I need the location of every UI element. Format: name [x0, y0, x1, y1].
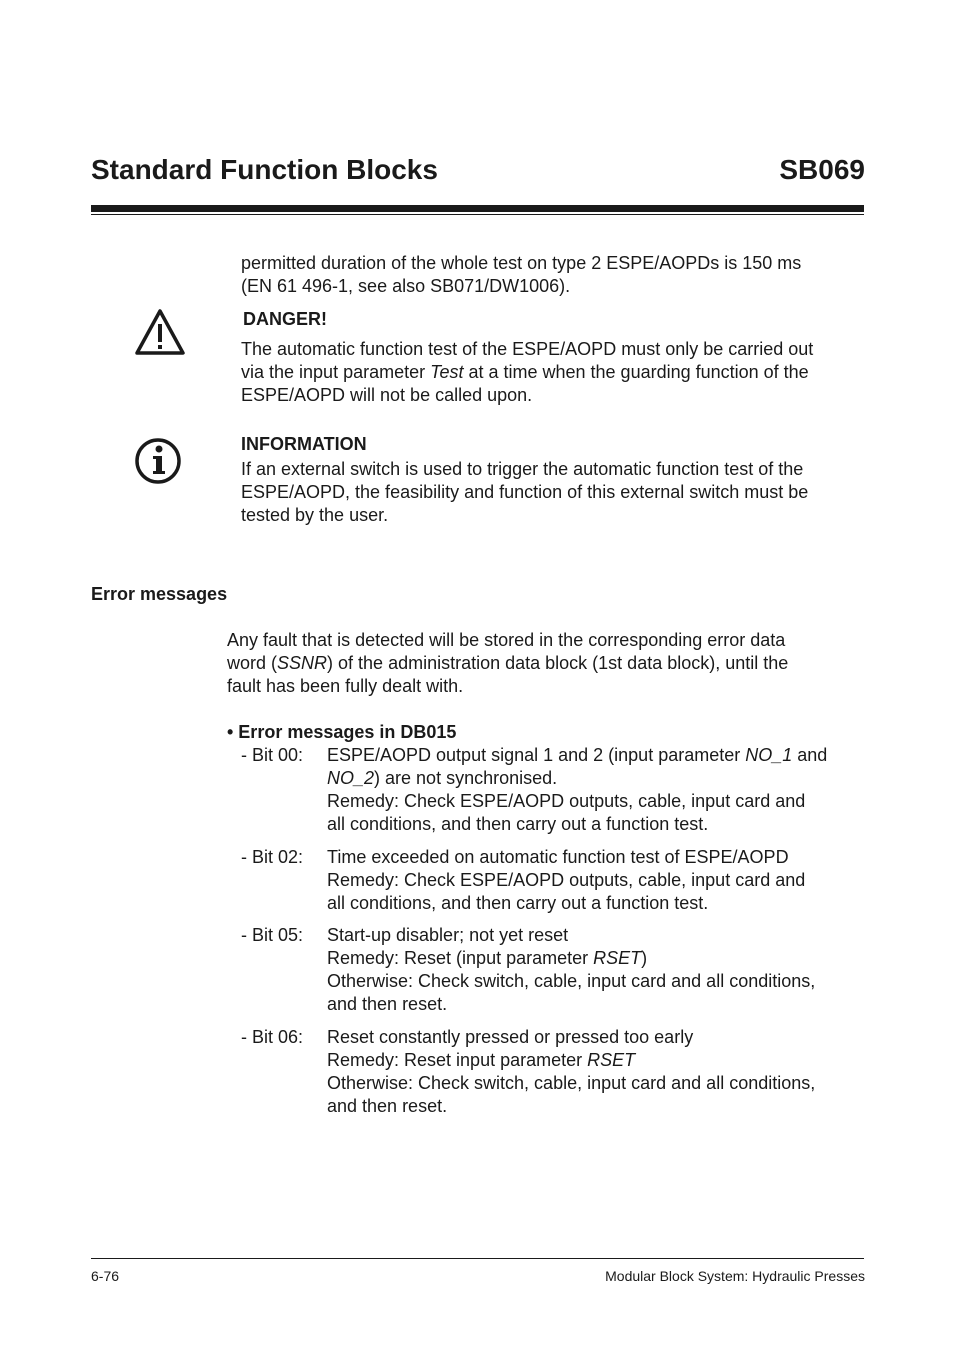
bit-label: - Bit 05: — [241, 925, 304, 945]
bit-text: ) — [641, 948, 648, 968]
information-label: INFORMATION — [241, 434, 367, 454]
header-rule-thick — [91, 205, 864, 212]
bit-label: - Bit 06: — [241, 1027, 304, 1047]
list-heading: • Error messages in DB015 — [227, 722, 457, 742]
intro-line: (EN 61 496-1, see also SB071/DW1006). — [241, 276, 571, 296]
footer-rule — [91, 1258, 864, 1259]
header-rule-thin — [91, 214, 864, 215]
bit-line: and then reset. — [327, 994, 448, 1014]
bit-line: Remedy: Check ESPE/AOPD outputs, cable, input card and — [327, 791, 806, 811]
error-text: ) of the administration data block (1st data block), until the — [327, 653, 789, 673]
bit-line — [327, 744, 872, 767]
param-rset: RSET — [593, 948, 642, 968]
info-icon — [133, 434, 187, 488]
bit-line: Reset constantly pressed or pressed too early — [327, 1027, 694, 1047]
param-no1: NO_1 — [745, 745, 793, 765]
bit-line: Start-up disabler; not yet reset — [327, 925, 569, 945]
information-line: If an external switch is used to trigger the automatic function test of the — [241, 459, 804, 479]
error-paragraph-line — [227, 652, 872, 675]
bit-description — [327, 924, 872, 1016]
danger-paragraph — [241, 338, 871, 407]
footer-title: Modular Block System: Hydraulic Presses — [605, 1268, 865, 1284]
block-code: SB069 — [779, 154, 865, 185]
bit-description — [327, 846, 872, 915]
bit-text: ESPE/AOPD output signal 1 and 2 (input parameter — [327, 745, 746, 765]
bit-description — [327, 744, 872, 836]
param-rset: RSET — [587, 1050, 636, 1070]
information-line: tested by the user. — [241, 505, 389, 525]
bit-line — [327, 947, 872, 970]
error-text: word ( — [227, 653, 278, 673]
bit-text: and — [792, 745, 828, 765]
danger-label: DANGER! — [243, 309, 327, 329]
param-ssnr: SSNR — [277, 653, 328, 673]
param-test: Test — [430, 362, 464, 382]
error-paragraph-line: fault has been fully dealt with. — [227, 676, 464, 696]
intro-line: permitted duration of the whole test on type 2 ESPE/AOPDs is 150 ms — [241, 253, 802, 273]
bit-line: Remedy: Check ESPE/AOPD outputs, cable, input card and — [327, 870, 806, 890]
danger-line: The automatic function test of the ESPE/AOPD must only be carried out — [241, 339, 814, 359]
information-paragraph — [241, 458, 871, 527]
bit-label: - Bit 00: — [241, 745, 304, 765]
bit-line — [327, 1049, 872, 1072]
danger-line — [241, 361, 871, 384]
bit-line: Otherwise: Check switch, cable, input card and all conditions, — [327, 971, 816, 991]
bit-label: - Bit 02: — [241, 847, 304, 867]
bit-line: Otherwise: Check switch, cable, input card and all conditions, — [327, 1073, 816, 1093]
information-line: ESPE/AOPD, the feasibility and function of this external switch must be — [241, 482, 809, 502]
bit-line: Time exceeded on automatic function test of ESPE/AOPD — [327, 847, 789, 867]
bit-text: ) are not synchronised. — [374, 768, 558, 788]
intro-paragraph — [241, 252, 871, 298]
danger-text: via the input parameter — [241, 362, 431, 382]
bit-text: Remedy: Reset input parameter — [327, 1050, 588, 1070]
page-number: 6-76 — [91, 1268, 120, 1284]
warning-triangle-icon — [133, 306, 187, 360]
bit-line: all conditions, and then carry out a function test. — [327, 814, 709, 834]
bit-line — [327, 767, 872, 790]
param-no2: NO_2 — [327, 768, 375, 788]
danger-text: at a time when the guarding function of the — [463, 362, 809, 382]
bit-line: all conditions, and then carry out a function test. — [327, 893, 709, 913]
danger-line: ESPE/AOPD will not be called upon. — [241, 385, 533, 405]
bit-description — [327, 1026, 872, 1118]
error-paragraph-line: Any fault that is detected will be stored in the corresponding error data — [227, 630, 786, 650]
bit-text: Remedy: Reset (input parameter — [327, 948, 594, 968]
bit-line: and then reset. — [327, 1096, 448, 1116]
error-paragraph — [227, 629, 872, 698]
page-title: Standard Function Blocks — [91, 154, 438, 185]
section-heading-error-messages: Error messages — [91, 584, 228, 604]
